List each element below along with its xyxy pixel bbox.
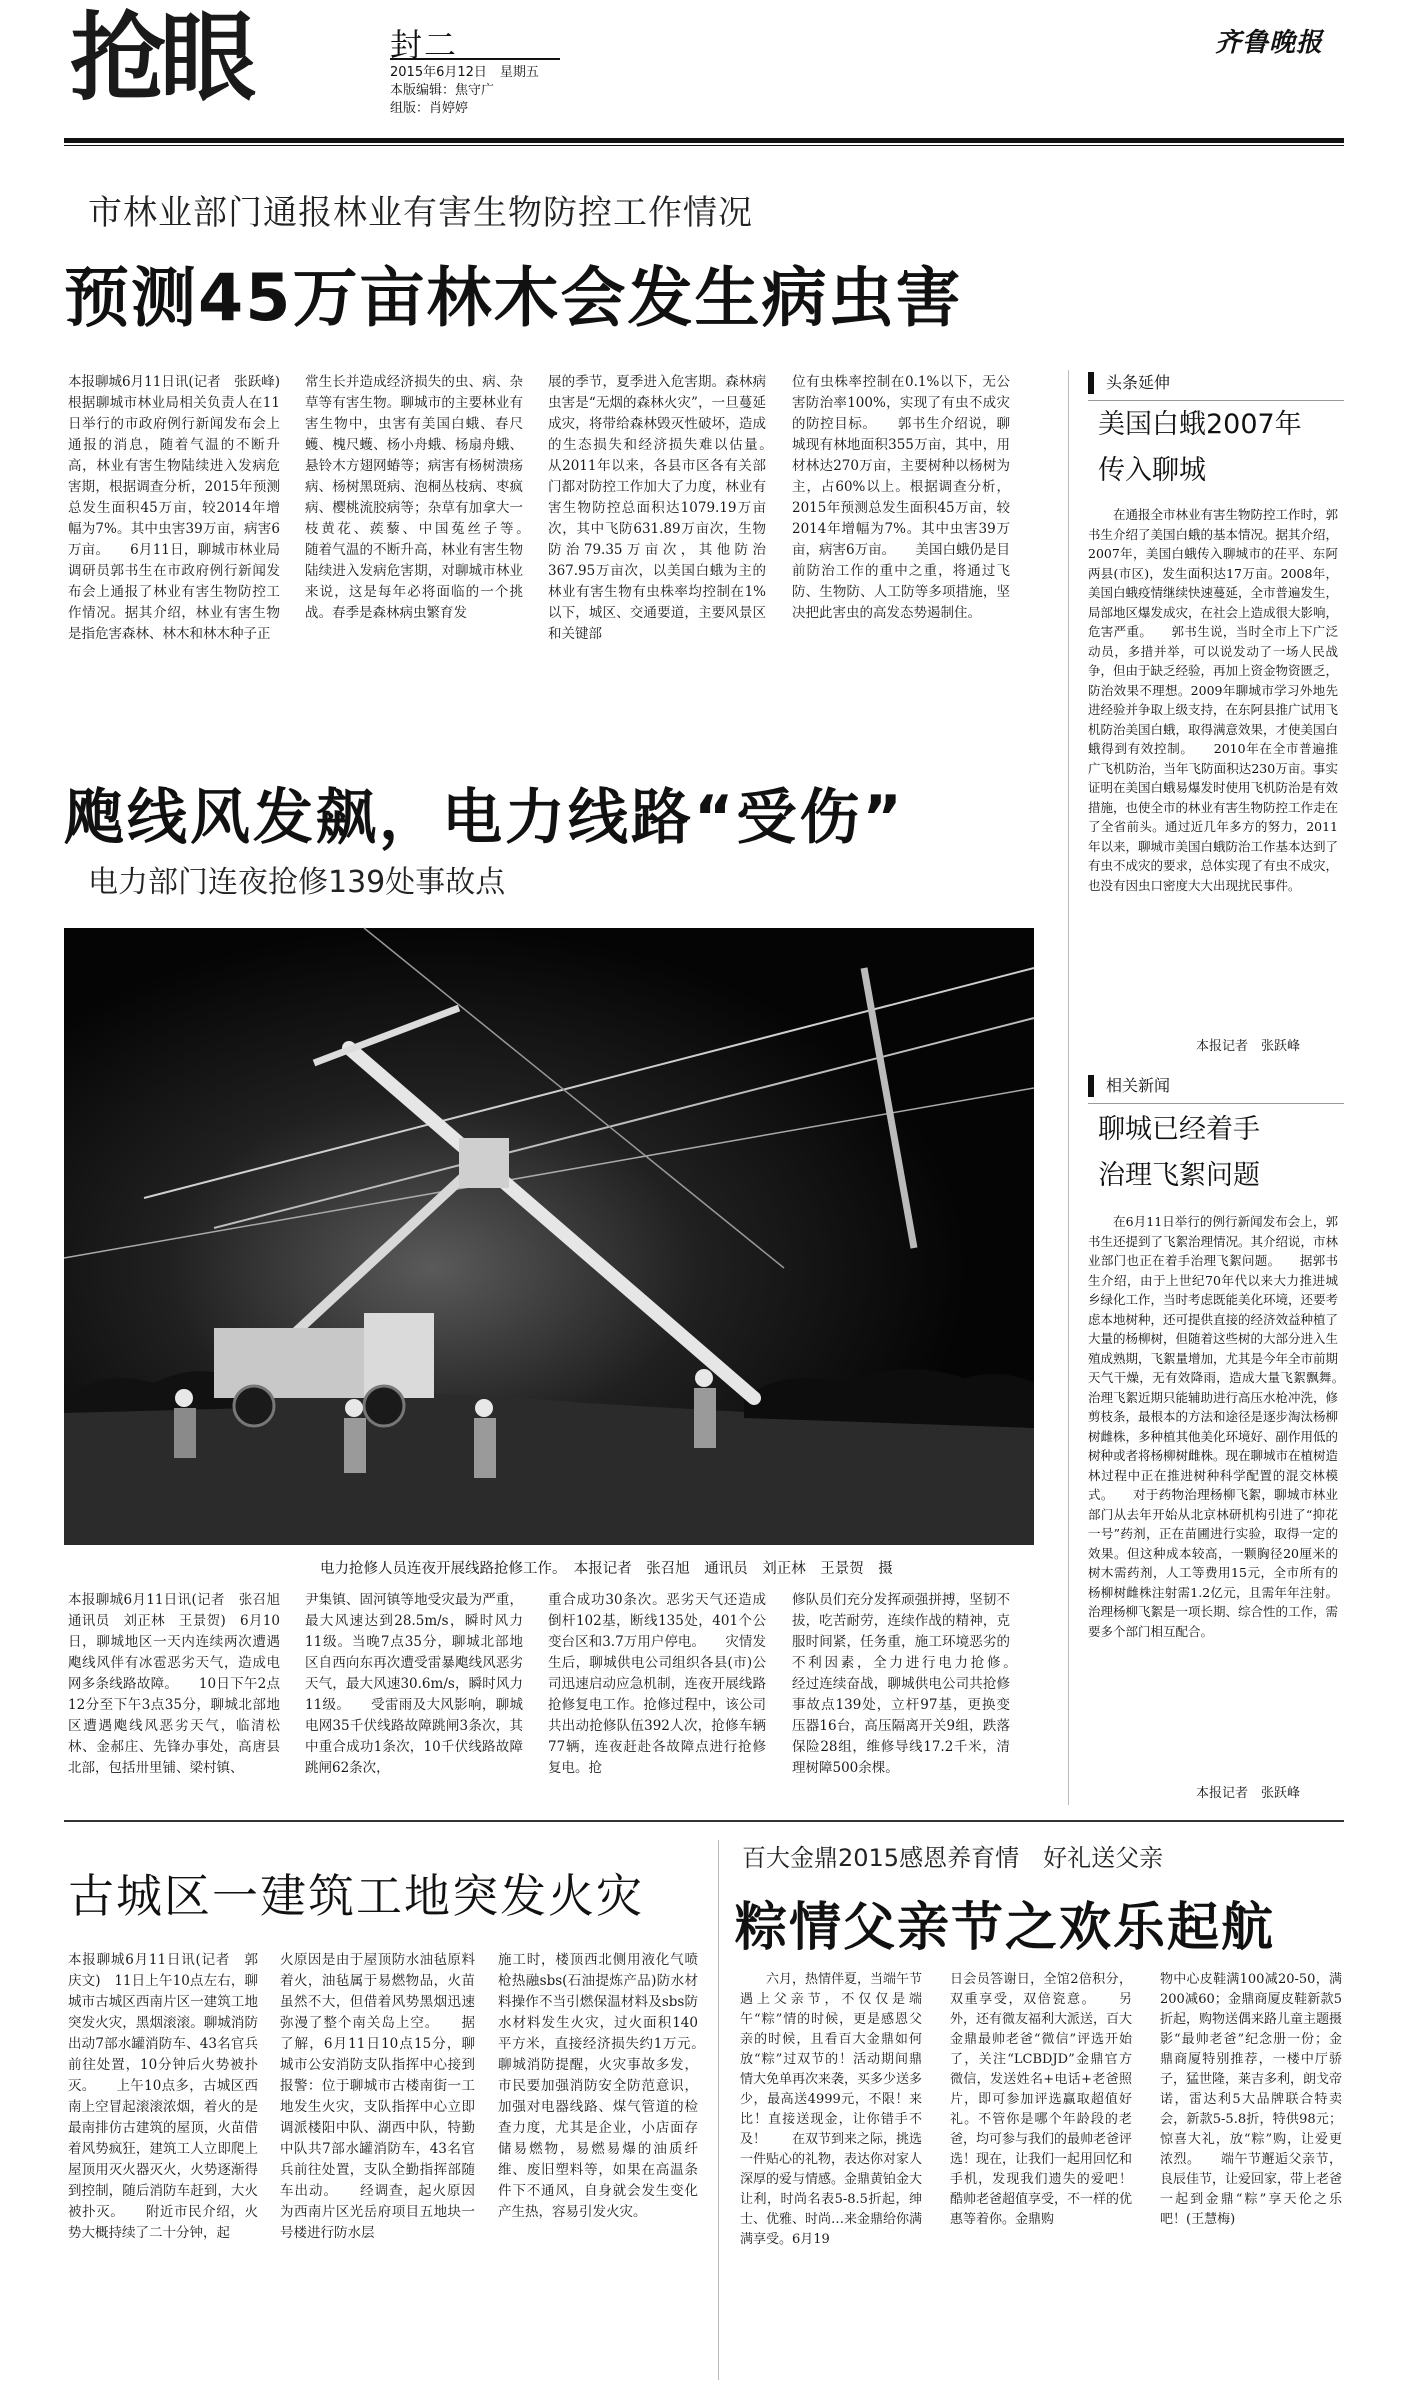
- article3-divider: [718, 1840, 719, 2380]
- newspaper-logo: 齐鲁晚报: [1215, 28, 1324, 58]
- article3-column-2: 火原因是由于屋顶防水油毡原料着火，油毡属于易燃物品，火苗虽然不大，但借着风势黑烟迅速弥漫了整个南关岛上空。 据了解，6月11日10点15分，聊城市公安消防支队指挥中心接到报警：位于聊城市古楼南街一工地发生火灾，支队指挥中心立即调派楼阳中队、湖西中队，特勤中队共7部水罐消防车，43名官兵前往处置，支队全勤指挥部随车出动。 经调查，起火原因为西南片区光岳府项目五地块一号楼进行防水层: [280, 1952, 475, 2241]
- bucket-platform: [459, 1138, 509, 1188]
- issue-date: 2015年6月12日 星期五: [390, 65, 539, 80]
- sidebar1-rule: [1088, 400, 1344, 401]
- truck-wheel-2: [364, 1386, 404, 1426]
- article1-column-1: 本报聊城6月11日讯(记者 张跃峰) 根据聊城市林业局相关负责人在11日举行的市政府例行新闻发布会上通报的消息，随着气温的不断升高，林业有害生物陆续进入发病危害期，根据调查分析，2015年预测总发生面积45万亩，较2014年增幅为7%。其中虫害39万亩，病害6万亩。 6月11日，聊城市林业局调研员郭书生在市政府例行新闻发布会上通报了林业有害生物防控工作情况。据其介绍，林业有害生物是指危害森林、林木和林木种子正: [68, 374, 294, 642]
- crane-truck-cab: [364, 1313, 434, 1398]
- page-label: 封二: [390, 26, 459, 64]
- sidebar2-title-line1: 聊城已经着手: [1098, 1114, 1260, 1145]
- worker-2: [344, 1418, 366, 1473]
- article4-column-3: 物中心皮鞋满100减20-50，满200减60；金鼎商厦皮鞋新款5折起，购物送偶来路儿童主题摄影“最帅老爸”纪念册一份；金鼎商厦特别推荐，一楼中厅骄子，猛世隆，莱吉多利，朗戈帝诺，雷达利5大品牌联合特卖会，新款5-5.8折，特供98元；惊喜大礼，放“粽”购，让爱更浓烈。 端午节邂逅父亲节，良辰佳节，让爱回家，带上老爸一起到金鼎“粽”享天伦之乐吧！(王慧梅): [1160, 1972, 1343, 2227]
- article1-column-3: 展的季节，夏季进入危害期。森林病虫害是“无烟的森林火灾”，一旦蔓延成灾，将带给森林毁灭性破坏，造成的生态损失和经济损失难以估量。 从2011年以来，各县市区各有关部门都对防控工作加大了力度，林业有害生物防控总面积达1079.19万亩次，其中飞防631.89万亩次，生物防治79.35万亩次，其他防治367.95万亩次，以美国白蛾为主的林业有害生物有虫株率均控制在1%以下，城区、交通要道，主要风景区和关键部: [548, 374, 793, 642]
- masthead-rule: [64, 138, 1344, 143]
- sidebar1-title-line1: 美国白蛾2007年: [1098, 409, 1302, 440]
- sidebar1-title-line2: 传入聊城: [1098, 455, 1206, 486]
- power-repair-photo: [64, 928, 1034, 1545]
- article2-headline: 飑线风发飙，电力线路“受伤”: [64, 783, 905, 853]
- sidebar1-body: 在通报全市林业有害生物防控工作时，郭书生介绍了美国白蛾的基本情况。据其介绍，2007年，美国白蛾传入聊城市的茌平、东阿两县(市区)，发生面积达17万亩。2008年，美国白蛾疫情继续快速蔓延，全市普遍发生，局部地区爆发成灾，在社会上造成很大影响，危害严重。 郭书生说，当时全市上下广泛动员，多措并举，可以说发动了一场人民战争，但由于缺乏经验，再加上资金物资匮乏，防治效果不理想。2009年聊城市学习外地先进经验并争取上级支持，在东阿县推广试用飞机防治美国白蛾，取得满意效果，才使美国白蛾得到有效控制。 2010年在全市普遍推广飞机防治，当年飞防面积达230万亩。事实证明在美国白蛾易爆发时使用飞机防治是有效措施，也使全市的林业有害生物防控工作走在了全省前头。通过近几年多方的努力，2011年以来，聊城市美国白蛾防治工作基本达到了有虫不成灾的要求，总体实现了有虫不成灾，也没有因虫口密度大大出现扰民事件。: [1088, 507, 1339, 893]
- section-divider: [64, 1820, 1344, 1822]
- article1-headline: 预测45万亩林木会发生病虫害: [64, 261, 963, 336]
- article4-headline: 粽情父亲节之欢乐起航: [735, 1898, 1276, 1958]
- worker-helmet-2: [345, 1399, 363, 1417]
- article4-kicker: 百大金鼎2015感恩养育情 好礼送父亲: [742, 1844, 1164, 1872]
- article1-kicker: 市林业部门通报林业有害生物防控工作情况: [88, 193, 753, 233]
- worker-1: [174, 1408, 196, 1458]
- sidebar2-rule: [1088, 1103, 1344, 1104]
- article2-column-3: 重合成功30条次。恶劣天气还造成倒杆102基，断线135处，401个公变台区和3.7万用户停电。 灾情发生后，聊城供电公司组织各县(市)公司迅速启动应急机制，连夜开展线路抢修复电工作。抢修过程中，该公司共出动抢修队伍392人次，抢修车辆77辆，连夜赶赴各故障点进行抢修复电。抢: [548, 1592, 766, 1776]
- sidebar2-byline: 本报记者 张跃峰: [1196, 1786, 1301, 1801]
- article2-column-1: 本报聊城6月11日讯(记者 张召旭 通讯员 刘正林 王景贺) 6月10日，聊城地区一天内连续两次遭遇飑线风伴有冰雹恶劣天气，造成电网多条线路故障。 10日下午2点12分至下午3点35分，聊城北部地区遭遇飑线风恶劣天气，临清松林、金郝庄、先锋办事处，高唐县北部，包括卅里铺、梁村镇、: [68, 1592, 294, 1776]
- worker-helmet-4: [695, 1369, 713, 1387]
- article4-column-1: 六月，热情伴夏，当端午节遇上父亲节，不仅仅是端午“粽”情的时候，更是感恩父亲的时候，且看百大金鼎如何放“粽”过双节的！活动期间鼎情大免单再次来袭，买多少送多少，最高送4999元，不限！来比！直接送现金，让你错手不及！ 在双节到来之际，挑选一件贴心的礼物，表达你对家人深厚的爱与情感。金鼎黄铂金大让利，时尚名表5-8.5折起，绅士、优雅、时尚…来金鼎给你满满享受。6月19: [740, 1972, 923, 2247]
- page-label-rule: [390, 58, 560, 60]
- sidebar2-title-line2: 治理飞絮问题: [1098, 1160, 1260, 1191]
- article3-column-3: 施工时，楼顶西北侧用液化气喷枪热融sbs(石油提炼产品)防水材料操作不当引燃保温材料及sbs防水材料发生火灾，过火面积140平方米，直接经济损失约1万元。 聊城消防提醒，火灾事故多发，市民要加强消防安全防范意识，加强对电器线路、煤气管道的检查力度，尤其是企业，小店面存储易燃物，易燃易爆的油质纤维、废旧塑料等，如果在高温条件下不通风，自身就会发生变化产生热，容易引发火灾。: [498, 1952, 725, 2220]
- article4-column-2: 日会员答谢日，全馆2倍积分，双重享受，双倍瓷意。 另外，还有微友福利大派送，百大金鼎最帅老爸“微信”评选开始了，关注“LCBDJD”金鼎官方微信，发送姓名+电话+老爸照片，即可参加评选赢取超值好礼。不管你是哪个年龄段的老爸，均可参与我们的最帅老爸评选！现在，让我们一起用回忆和手机，发现我们遗失的爱吧！ 酷帅老爸超值享受，不一样的优惠等着你。金鼎购: [950, 1972, 1159, 2227]
- layout-credit: 组版：肖婷婷: [390, 101, 469, 116]
- truck-wheel-1: [234, 1386, 274, 1426]
- article2-column-4: 修队员们充分发挥顽强拼搏，坚韧不拔，吃苦耐劳，连续作战的精神，克服时间紧，任务重，施工环境恶劣的不利因素，全力进行电力抢修。 经过连续奋战，聊城供电公司共抢修事故点139处，立杆97基，更换变压器16台，高压隔离开关9组，跌落保险28组，维修导线17.2千米，清理树障500余棵。: [792, 1592, 1037, 1776]
- sidebar1-byline: 本报记者 张跃峰: [1196, 1039, 1301, 1054]
- sidebar-divider: [1068, 370, 1069, 1805]
- worker-helmet-1: [175, 1389, 193, 1407]
- editor-credit: 本版编辑：焦守广: [390, 83, 495, 98]
- worker-helmet-3: [475, 1399, 493, 1417]
- sidebar2-body: 在6月11日举行的例行新闻发布会上，郭书生还提到了飞絮治理情况。其介绍说，市林业部门也正在着手治理飞絮问题。 据郭书生介绍，由于上世纪70年代以来大力推进城乡绿化工作，当时考虑既能美化环境，还要考虑本地树种，还可提供直接的经济效益种植了大量的杨柳树，但随着这些树的大部分进入生殖成熟期，飞絮量增加，尤其是今年全市前期天气干燥，无有效降雨，造成大量飞絮飘舞。 治理飞絮近期只能辅助进行高压水枪冲洗，修剪枝条，最根本的方法和途径是逐步淘汰杨柳树雌株，多种植其他美化环境好、副作用低的树种或者将杨柳树雌株。现在聊城市在植树造林过程中正在推进树种科学配置的混交林模式。 对于药物治理杨柳飞絮，聊城市林业部门从去年开始从北京林研机构引进了“抑花一号”药剂，正在苗圃进行实验，取得一定的效果。但这种成本较高，一颗胸径20厘米的树木需药剂，人工等费用15元，全市所有的杨柳树雌株注射需1.2亿元，且需年年注射。治理杨柳飞絮是一项长期、综合性的工作，需要多个部门相互配合。: [1088, 1214, 1364, 1639]
- article3-headline: 古城区一建筑工地突发火灾: [68, 1869, 644, 1923]
- article2-column-2: 尹集镇、固河镇等地受灾最为严重，最大风速达到28.5m/s，瞬时风力11级。当晚7点35分，聊城北部地区自西向东再次遭受雷暴飑线风恶劣天气，最大风速30.6m/s，瞬时风力11级。 受雷雨及大风影响，聊城电网35千伏线路故障跳闸3条次，其中重合成功1条次，10千伏线路故障跳闸62条次，: [305, 1592, 523, 1776]
- masthead-rule-thin: [64, 145, 1344, 146]
- worker-3: [474, 1418, 496, 1478]
- worker-4: [694, 1388, 716, 1448]
- section-brand: 抢眼: [70, 2, 250, 114]
- article3-column-1: 本报聊城6月11日讯(记者 郭庆文) 11日上午10点左右，聊城市古城区西南片区一建筑工地突发火灾，黑烟滚滚。聊城消防出动7部水罐消防车、43名官兵前往处置，10分钟后火势被扑灭。 上午10点多，古城区西南上空冒起滚滚浓烟，着火的是最南排仿古建筑的屋顶，火苗借着风势疯狂，建筑工人立即爬上屋顶用灭火器灭火，火势逐渐得到控制，随后消防车赶到，大火被扑灭。 附近市民介绍，火势大概持续了二十分钟，起: [68, 1952, 258, 2241]
- article1-column-4: 位有虫株率控制在0.1%以下，无公害防治率100%，实现了有虫不成灾的防控目标。 郭书生介绍说，聊城现有林地面积355万亩，其中，用材林达270万亩，主要树种以杨树为主，占60%以上。根据调查分析，2015年预测总发生面积45万亩，较2014年增幅为7%。其中虫害39万亩，病害6万亩。 美国白蛾仍是目前防治工作的重中之重，将通过飞防、生物防、人工防等多项措施，坚决把此害虫的高发态势遏制住。: [792, 374, 1010, 621]
- article2-subhead: 电力部门连夜抢修139处事故点: [88, 865, 506, 900]
- sidebar1-tag: 头条延伸: [1088, 372, 1170, 394]
- power-repair-illustration: [64, 928, 1034, 1545]
- article1-column-2: 常生长并造成经济损失的虫、病、杂草等有害生物。聊城市的主要林业有害生物中，虫害有美国白蛾、春尺蠖、槐尺蠖、杨小舟蛾、杨扇舟蛾、悬铃木方翅网蝽等；病害有杨树溃疡病、杨树黑斑病、泡桐丛枝病、枣疯病、樱桃流胶病等；杂草有加拿大一枝黄花、蒺藜、中国菟丝子等。 随着气温的不断升高，林业有害生物陆续进入发病危害期，对聊城市林业来说，这是每年必将面临的一个挑战。春季是森林病虫繁育发: [305, 374, 550, 621]
- sidebar2-tag: 相关新闻: [1088, 1075, 1170, 1097]
- photo-caption: 电力抢修人员连夜开展线路抢修工作。 本报记者 张召旭 通讯员 刘正林 王景贺 摄: [320, 1561, 893, 1577]
